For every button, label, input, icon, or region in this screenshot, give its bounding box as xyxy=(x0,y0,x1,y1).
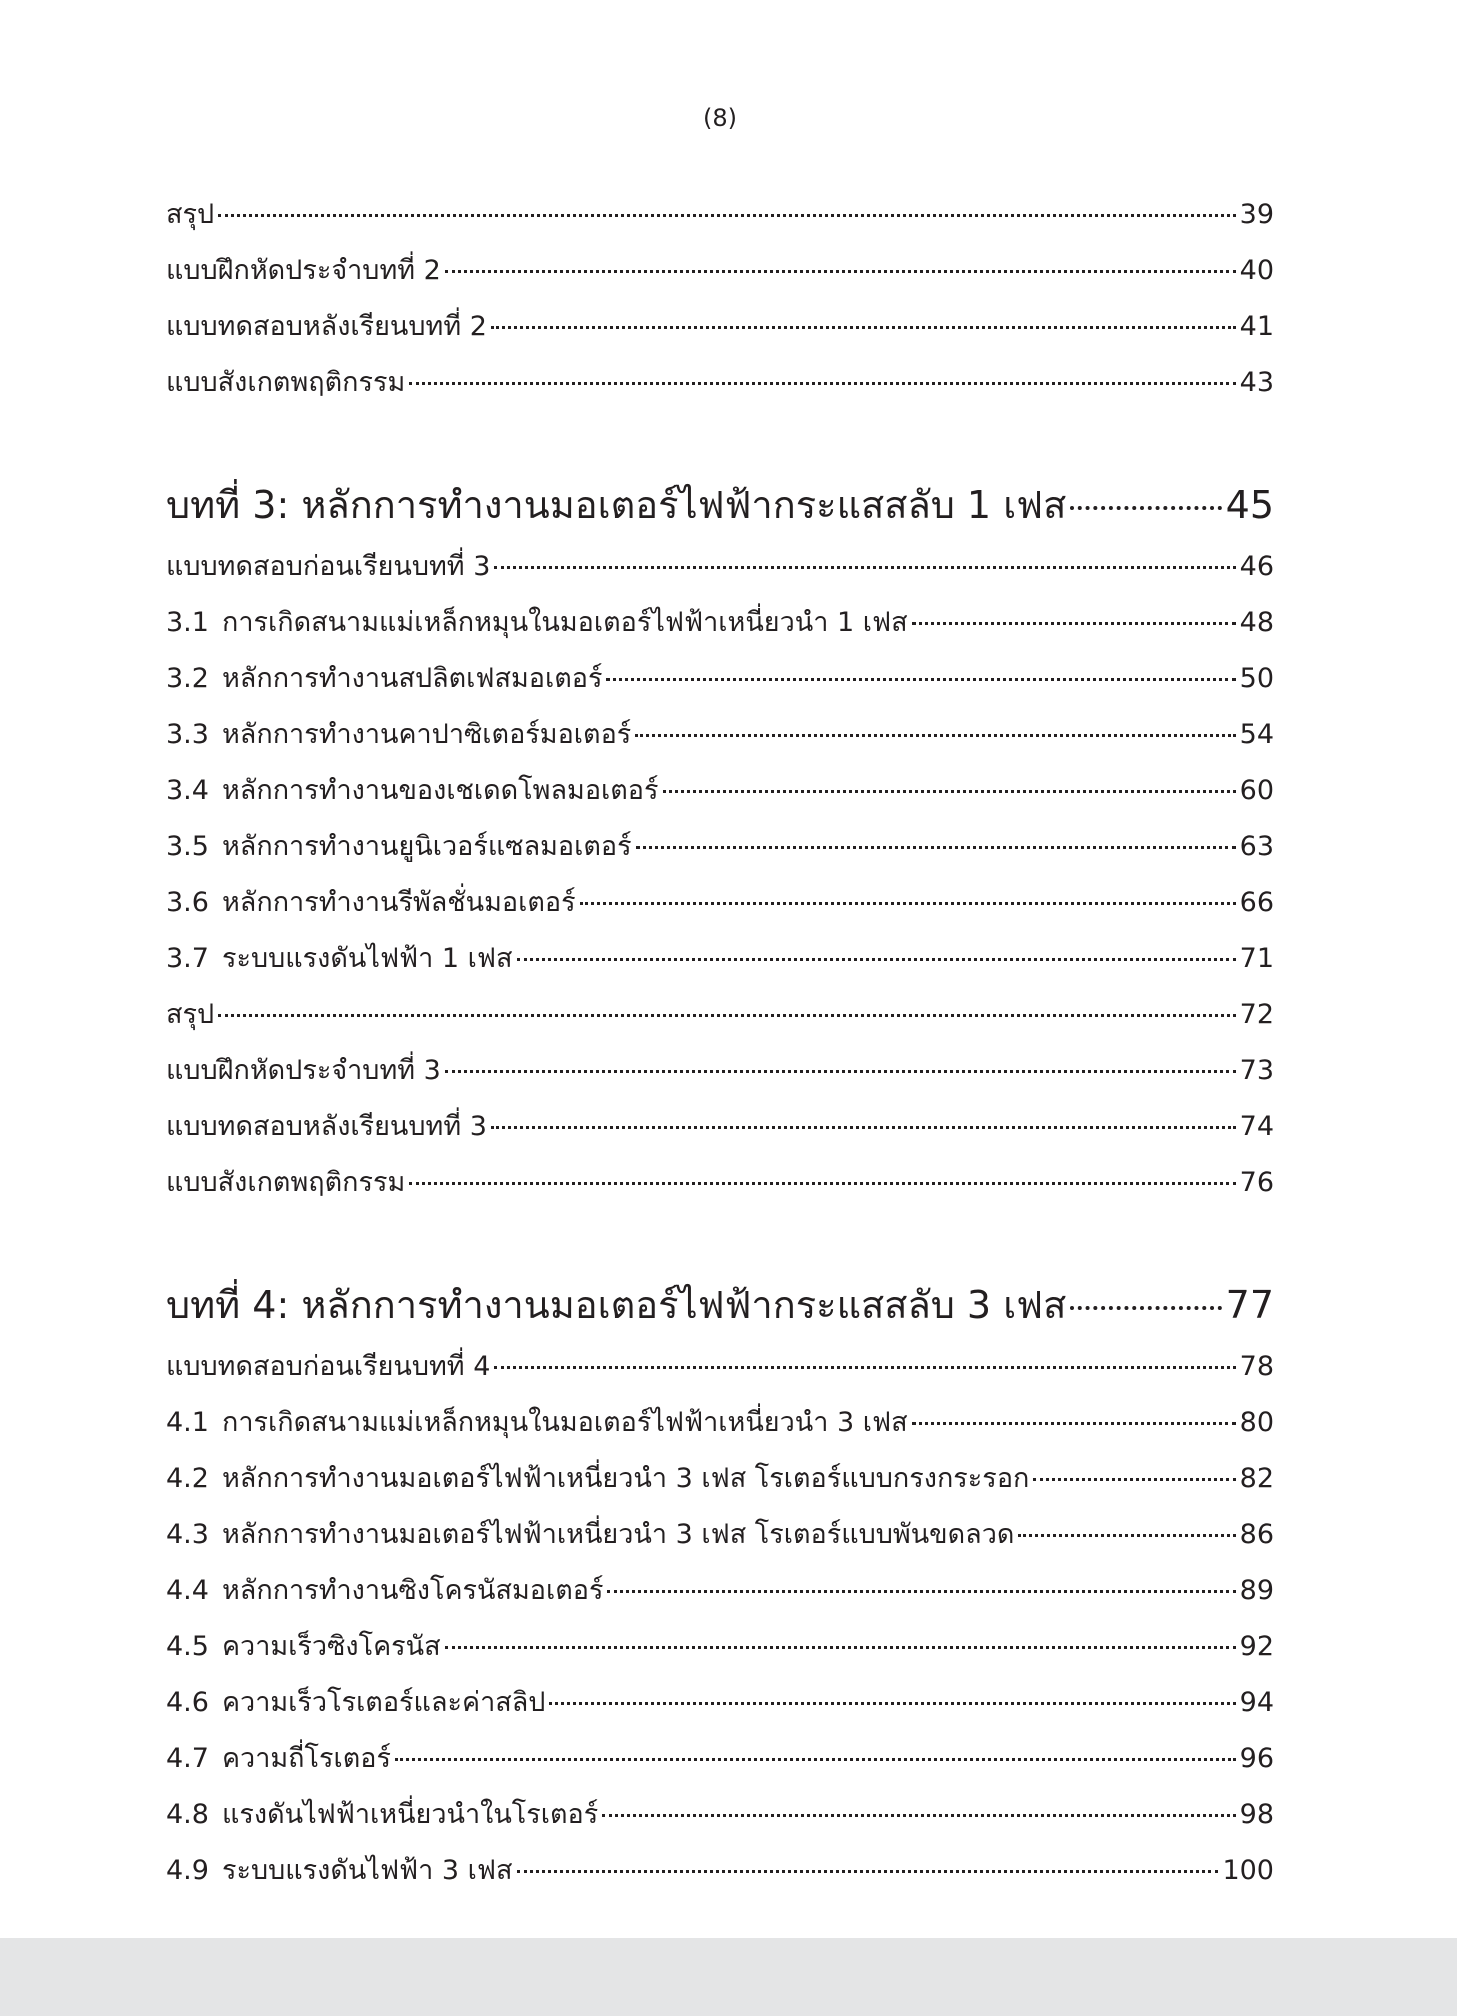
entry-page: 40 xyxy=(1239,255,1274,286)
entry-number: 4.6 xyxy=(166,1687,209,1718)
dot-leader xyxy=(494,1366,1235,1369)
entry-page: 89 xyxy=(1239,1575,1274,1606)
toc-entry xyxy=(166,880,1274,936)
toc-entry xyxy=(166,600,1274,656)
entry-page: 76 xyxy=(1239,1167,1274,1198)
dot-leader xyxy=(606,678,1235,681)
entry-page: 60 xyxy=(1239,775,1274,806)
entry-title: แบบสังเกตพฤติกรรม xyxy=(166,367,406,398)
entry-page: 43 xyxy=(1239,367,1274,398)
dot-leader xyxy=(549,1702,1235,1705)
entry-title: แบบทดสอบหลังเรียนบทที่ 2 xyxy=(166,311,487,342)
toc-entry xyxy=(166,1400,1274,1456)
entry-page: 46 xyxy=(1239,551,1274,582)
toc-entry xyxy=(166,304,1274,360)
entry-number: 3.4 xyxy=(166,775,209,806)
entry-number: 3.5 xyxy=(166,831,209,862)
toc-entry xyxy=(166,1456,1274,1512)
entry-page: 74 xyxy=(1239,1111,1274,1142)
entry-number: 4.2 xyxy=(166,1463,209,1494)
toc-entry xyxy=(166,1680,1274,1736)
entry-number: 4.3 xyxy=(166,1519,209,1550)
dot-leader xyxy=(517,1870,1219,1873)
dot-leader xyxy=(409,382,1235,385)
entry-page: 94 xyxy=(1239,1687,1274,1718)
entry-number: 4.5 xyxy=(166,1631,209,1662)
entry-page: 71 xyxy=(1239,943,1274,974)
entry-page: 80 xyxy=(1239,1407,1274,1438)
entry-title: ความถี่โรเตอร์ xyxy=(222,1743,392,1774)
entry-title: ระบบแรงดันไฟฟ้า 3 เฟส xyxy=(222,1855,513,1886)
entry-page: 63 xyxy=(1239,831,1274,862)
entry-number: 4.4 xyxy=(166,1575,209,1606)
entry-title: หลักการทำงานสปลิตเฟสมอเตอร์ xyxy=(222,663,603,694)
entry-page: 78 xyxy=(1239,1351,1274,1382)
chapter-page: 77 xyxy=(1225,1283,1274,1327)
toc-entry xyxy=(166,1104,1274,1160)
dot-leader xyxy=(517,958,1236,961)
entry-number: 3.3 xyxy=(166,719,209,750)
entry-page: 54 xyxy=(1239,719,1274,750)
chapter-title: บทที่ 4: หลักการทำงานมอเตอร์ไฟฟ้ากระแสสลับ 3 เฟส xyxy=(166,1283,1067,1327)
toc-entry xyxy=(166,1160,1274,1216)
entry-page: 92 xyxy=(1239,1631,1274,1662)
toc-entry xyxy=(166,936,1274,992)
entry-number: 4.7 xyxy=(166,1743,209,1774)
dot-leader xyxy=(395,1758,1236,1761)
toc-entry xyxy=(166,992,1274,1048)
toc-entry xyxy=(166,544,1274,600)
toc-entry xyxy=(166,656,1274,712)
dot-leader xyxy=(1018,1534,1235,1537)
entry-title: การเกิดสนามแม่เหล็กหมุนในมอเตอร์ไฟฟ้าเหนี่ยวนำ 3 เฟส xyxy=(222,1407,908,1438)
dot-leader xyxy=(445,1646,1236,1649)
entry-title: การเกิดสนามแม่เหล็กหมุนในมอเตอร์ไฟฟ้าเหนี่ยวนำ 1 เฟส xyxy=(222,607,908,638)
chapter-heading xyxy=(166,474,1274,540)
entry-page: 86 xyxy=(1239,1519,1274,1550)
entry-title: แบบทดสอบก่อนเรียนบทที่ 4 xyxy=(166,1351,491,1382)
toc-entry xyxy=(166,1792,1274,1848)
entry-title: แบบสังเกตพฤติกรรม xyxy=(166,1167,406,1198)
entry-title: หลักการทำงานมอเตอร์ไฟฟ้าเหนี่ยวนำ 3 เฟส โรเตอร์แบบกรงกระรอก xyxy=(222,1463,1030,1494)
entry-number: 3.7 xyxy=(166,943,209,974)
entry-title: หลักการทำงานยูนิเวอร์แซลมอเตอร์ xyxy=(222,831,632,862)
entry-title: หลักการทำงานของเชเดดโพลมอเตอร์ xyxy=(222,775,659,806)
entry-title: สรุป xyxy=(166,199,215,230)
entry-title: แรงดันไฟฟ้าเหนี่ยวนำในโรเตอร์ xyxy=(222,1799,599,1830)
table-of-contents xyxy=(166,192,1274,1962)
entry-number: 4.1 xyxy=(166,1407,209,1438)
dot-leader xyxy=(636,846,1236,849)
entry-page: 100 xyxy=(1222,1855,1274,1886)
toc-entry xyxy=(166,1048,1274,1104)
entry-title: แบบทดสอบหลังเรียนบทที่ 3 xyxy=(166,1111,487,1142)
dot-leader xyxy=(491,326,1236,329)
entry-title: สรุป xyxy=(166,999,215,1030)
footer-band xyxy=(0,1938,1457,2016)
dot-leader xyxy=(912,622,1236,625)
dot-leader xyxy=(635,734,1235,737)
toc-entry xyxy=(166,360,1274,416)
toc-entry xyxy=(166,1512,1274,1568)
toc-entry xyxy=(166,248,1274,304)
entry-page: 48 xyxy=(1239,607,1274,638)
toc-entry xyxy=(166,1736,1274,1792)
toc-section xyxy=(166,192,1274,416)
entry-title: หลักการทำงานคาปาซิเตอร์มอเตอร์ xyxy=(222,719,632,750)
entry-number: 4.9 xyxy=(166,1855,209,1886)
dot-leader xyxy=(1070,506,1221,510)
toc-entry xyxy=(166,192,1274,248)
entry-page: 82 xyxy=(1239,1463,1274,1494)
toc-entry xyxy=(166,1848,1274,1904)
entry-title: แบบฝึกหัดประจำบทที่ 3 xyxy=(166,1055,441,1086)
entry-title: หลักการทำงานรีพัลชั่นมอเตอร์ xyxy=(222,887,576,918)
dot-leader xyxy=(1070,1306,1221,1310)
toc-section xyxy=(166,474,1274,1216)
dot-leader xyxy=(602,1814,1235,1817)
toc-entry xyxy=(166,712,1274,768)
entry-number: 3.6 xyxy=(166,887,209,918)
dot-leader xyxy=(663,790,1236,793)
entry-title: ความเร็วซิงโครนัส xyxy=(222,1631,441,1662)
entry-number: 4.8 xyxy=(166,1799,209,1830)
toc-entry xyxy=(166,824,1274,880)
entry-title: หลักการทำงานซิงโครนัสมอเตอร์ xyxy=(222,1575,604,1606)
dot-leader xyxy=(218,1014,1236,1017)
toc-section xyxy=(166,1274,1274,1904)
entry-page: 98 xyxy=(1239,1799,1274,1830)
chapter-heading xyxy=(166,1274,1274,1340)
dot-leader xyxy=(1033,1478,1235,1481)
toc-entry xyxy=(166,1568,1274,1624)
dot-leader xyxy=(445,1070,1236,1073)
chapter-title: บทที่ 3: หลักการทำงานมอเตอร์ไฟฟ้ากระแสสลับ 1 เฟส xyxy=(166,483,1067,527)
dot-leader xyxy=(580,902,1236,905)
toc-entry xyxy=(166,1624,1274,1680)
toc-entry xyxy=(166,768,1274,824)
entry-title: ระบบแรงดันไฟฟ้า 1 เฟส xyxy=(222,943,513,974)
entry-page: 66 xyxy=(1239,887,1274,918)
entry-page: 50 xyxy=(1239,663,1274,694)
entry-number: 3.2 xyxy=(166,663,209,694)
toc-entry xyxy=(166,1344,1274,1400)
entry-page: 73 xyxy=(1239,1055,1274,1086)
entry-page: 96 xyxy=(1239,1743,1274,1774)
entry-page: 41 xyxy=(1239,311,1274,342)
dot-leader xyxy=(912,1422,1236,1425)
dot-leader xyxy=(494,566,1235,569)
dot-leader xyxy=(491,1126,1236,1129)
dot-leader xyxy=(607,1590,1235,1593)
entry-title: หลักการทำงานมอเตอร์ไฟฟ้าเหนี่ยวนำ 3 เฟส โรเตอร์แบบพันขดลวด xyxy=(222,1519,1015,1550)
entry-title: แบบฝึกหัดประจำบทที่ 2 xyxy=(166,255,441,286)
entry-page: 72 xyxy=(1239,999,1274,1030)
entry-page: 39 xyxy=(1239,199,1274,230)
entry-title: ความเร็วโรเตอร์และค่าสลิป xyxy=(222,1687,546,1718)
chapter-page: 45 xyxy=(1225,483,1274,527)
entry-number: 3.1 xyxy=(166,607,209,638)
dot-leader xyxy=(218,214,1236,217)
page-number: (8) xyxy=(703,104,737,132)
dot-leader xyxy=(409,1182,1235,1185)
dot-leader xyxy=(445,270,1236,273)
entry-title: แบบทดสอบก่อนเรียนบทที่ 3 xyxy=(166,551,491,582)
